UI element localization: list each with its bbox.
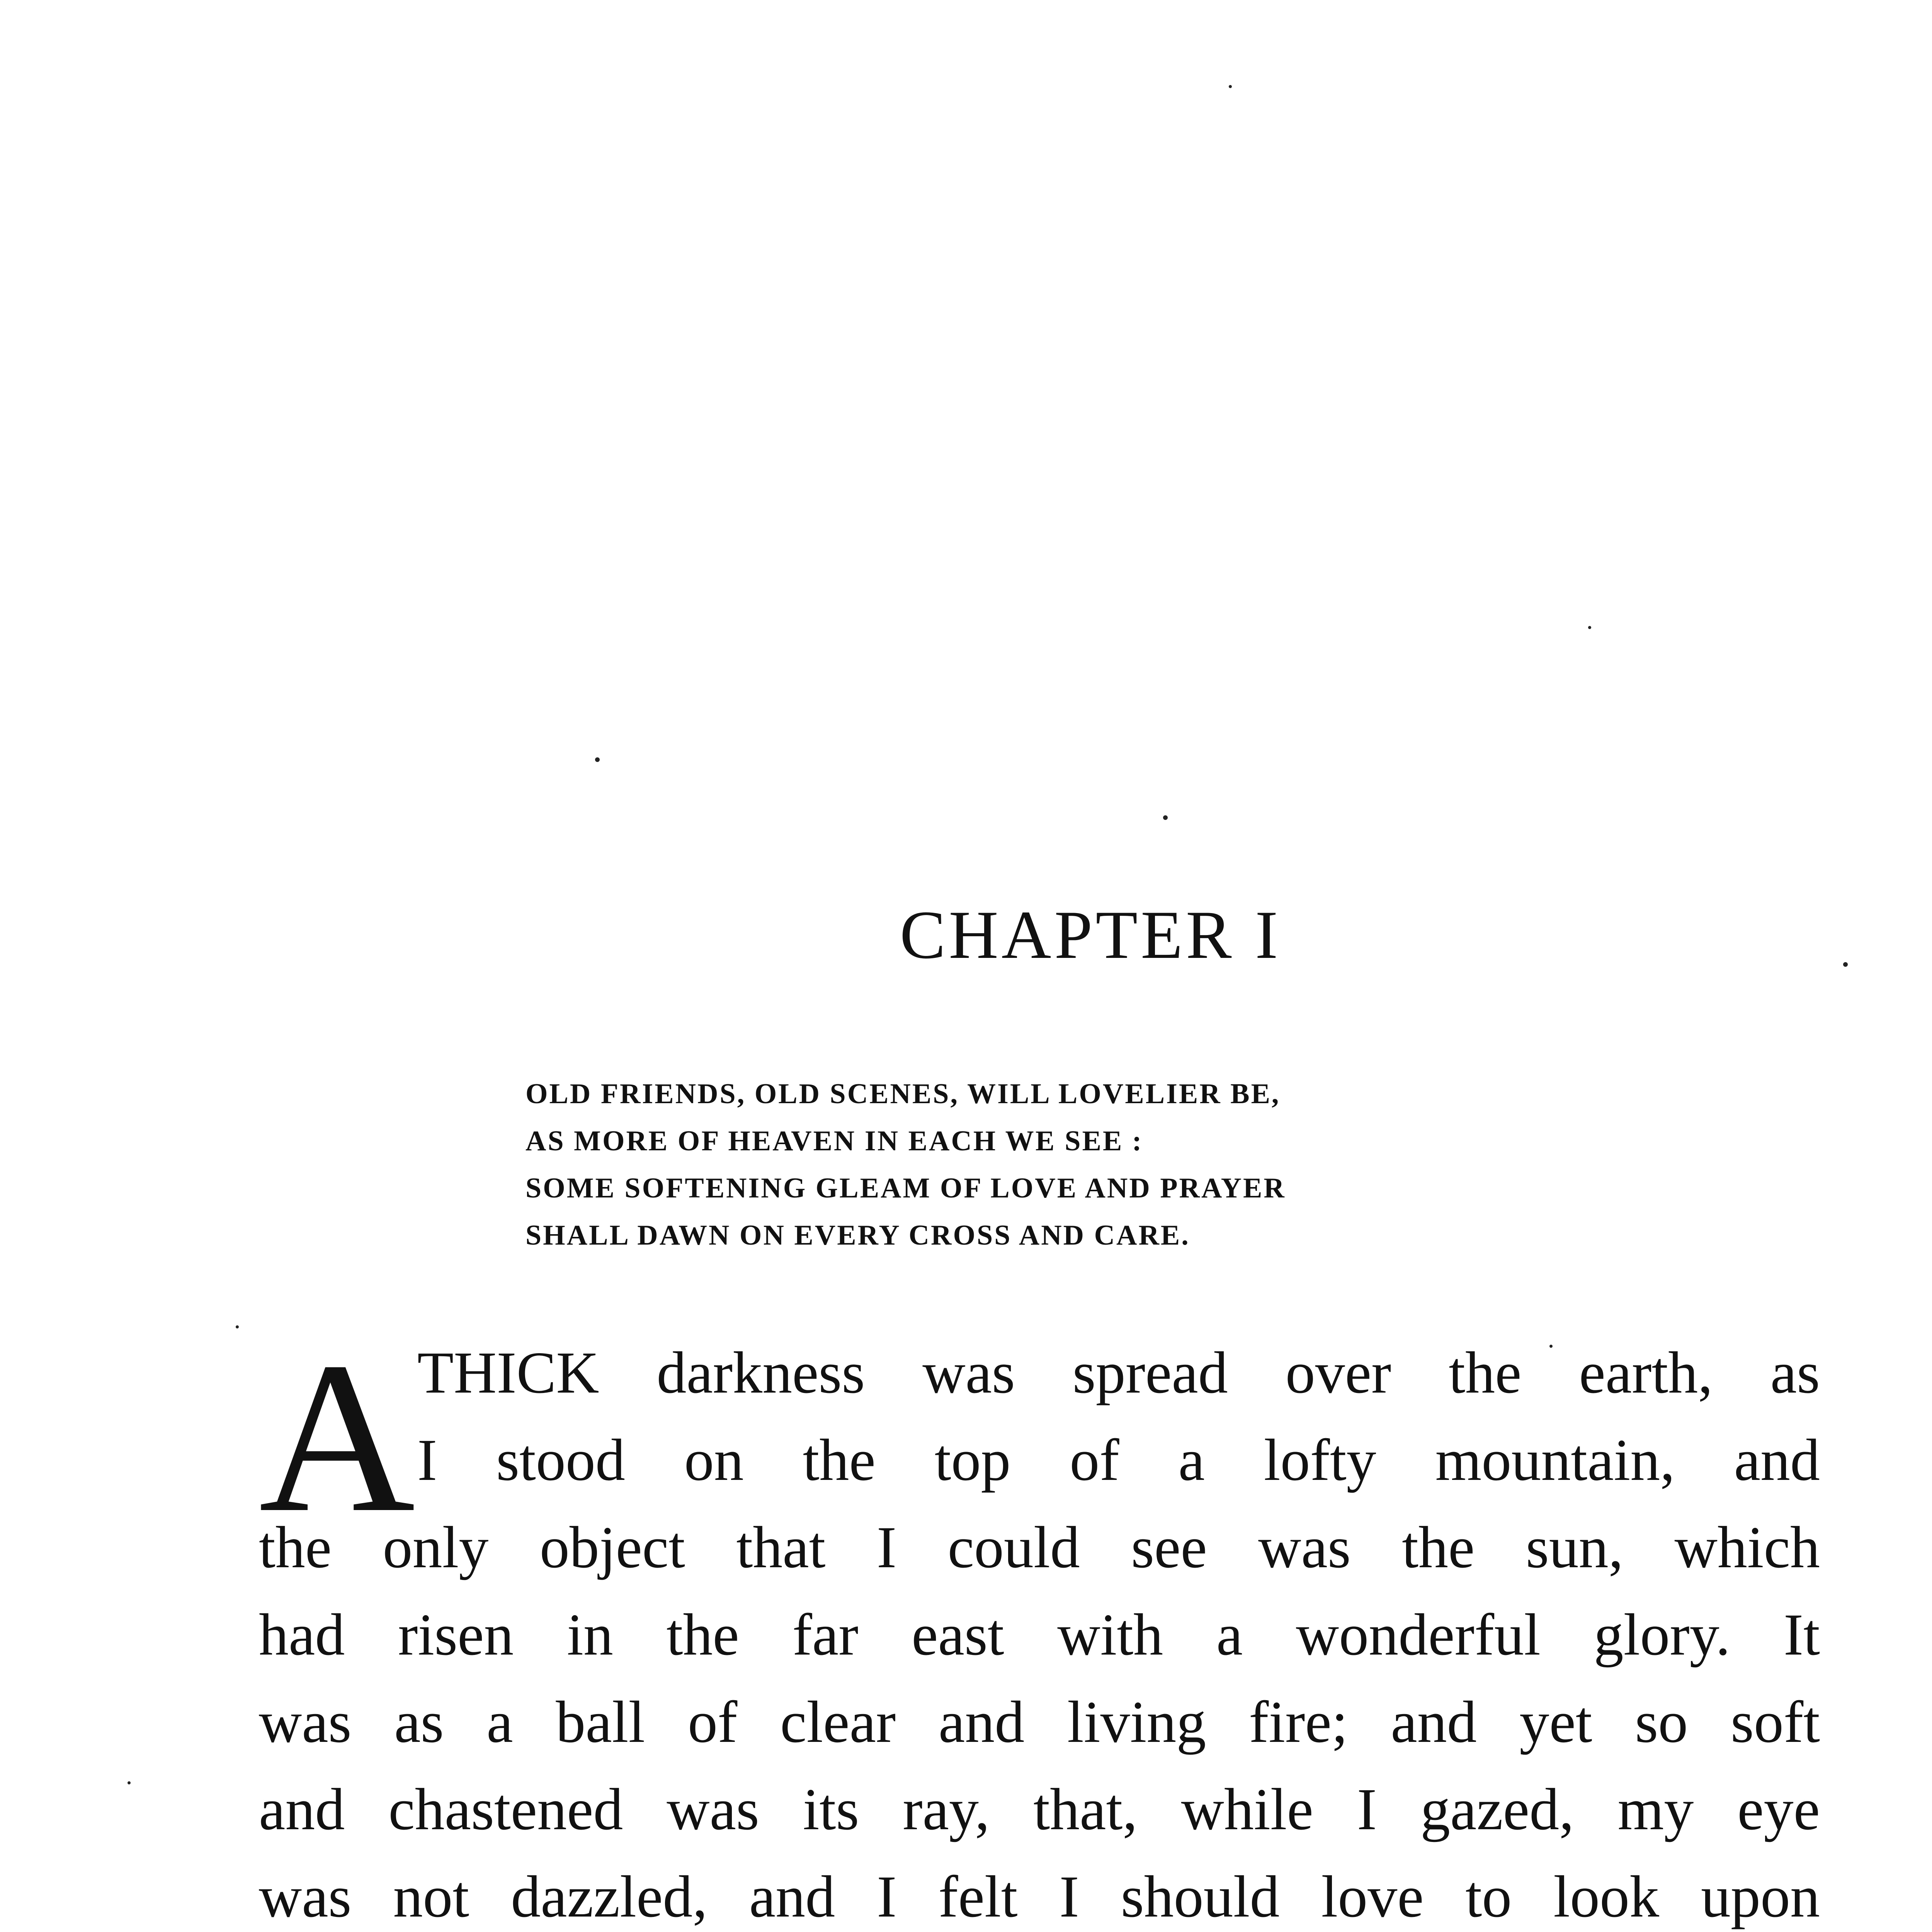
text-line: was as a ball of clear and living fire; and yet so soft [259,1689,1820,1755]
scan-speck [1163,815,1168,820]
body-text [259,1318,1820,1932]
scan-speck [1229,85,1232,88]
text-line: was not dazzled, and I felt I should love to look upon [259,1864,1820,1930]
epigraph-line: OLD FRIENDS, OLD SCENES, WILL LOVELIER BE, [526,1078,1281,1110]
text-line: THICK darkness was spread over the earth, as [417,1340,1820,1406]
text-line: and chastened was its ray, that, while I gazed, my eye [259,1777,1820,1842]
scan-speck [1588,626,1591,629]
epigraph-line: SHALL DAWN ON EVERY CROSS AND CARE. [526,1219,1190,1251]
paragraph-1 [259,1318,1820,1932]
drop-cap: A [259,1318,415,1557]
text-line: I stood on the top of a lofty mountain, and [417,1427,1820,1493]
epigraph [526,1070,1569,1259]
scan-speck [128,1781,131,1784]
text-line: the only object that I could see was the sun, which [259,1515,1820,1580]
epigraph-line: SOME SOFTENING GLEAM OF LOVE AND PRAYER [526,1172,1286,1204]
scan-speck [236,1325,239,1328]
text-line: had risen in the far east with a wonderful glory. It [259,1602,1820,1668]
scan-speck [595,757,600,762]
chapter-title: CHAPTER I [900,896,1281,973]
epigraph-line: AS MORE OF HEAVEN IN EACH WE SEE : [526,1125,1143,1157]
